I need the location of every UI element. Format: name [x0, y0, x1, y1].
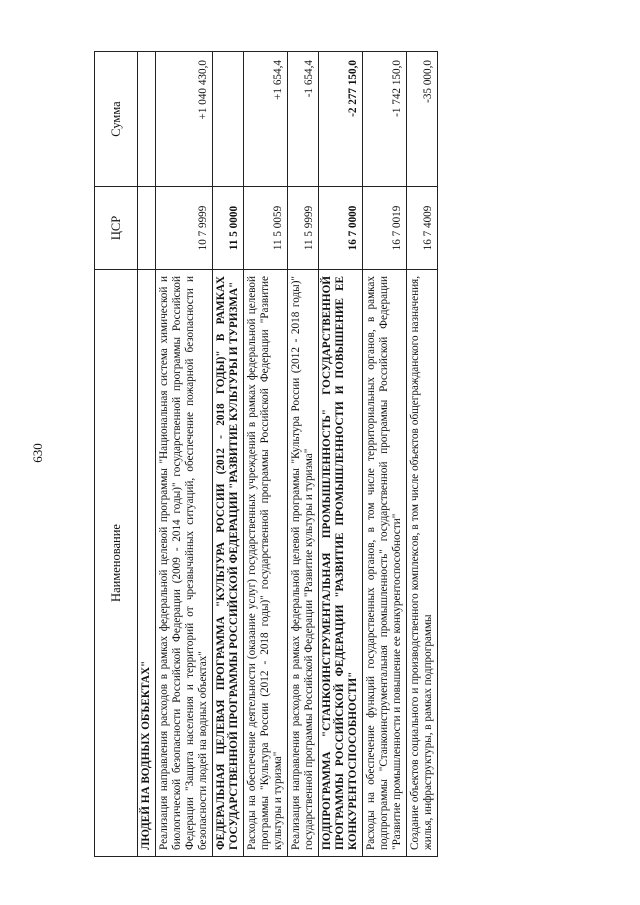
table-row: [243, 52, 287, 857]
table-row: [212, 52, 243, 857]
row-code: 11 5 0059: [243, 187, 287, 270]
row-name: Создание объектов социального и производственного комплексов, в том числе объектов общегражданского назначения, жилья, инфраструктуры, в рамках подпрограммы: [406, 270, 437, 857]
row-name: Реализация направления расходов в рамках федеральной целевой программы "Культура России (2012 - 2018 годы)" государственной программы Российской Федерации "Развитие культуры и туризма": [287, 270, 318, 857]
row-code: 10 7 9999: [155, 187, 212, 270]
row-name: ФЕДЕРАЛЬНАЯ ЦЕЛЕВАЯ ПРОГРАММА "КУЛЬТУРА РОССИИ (2012 - 2018 ГОДЫ)" В РАМКАХ ГОСУДАРСТВЕННОЙ ПРОГРАММЫ РОССИЙСКОЙ ФЕДЕРАЦИИ "РАЗВИТИЕ КУЛЬТУРЫ И ТУРИЗМА": [212, 270, 243, 857]
table-header-row: [95, 52, 138, 857]
row-sum: -1 742 150,0: [362, 52, 406, 187]
row-code: 16 7 0000: [318, 187, 362, 270]
row-code: 11 5 9999: [287, 187, 318, 270]
row-code: 11 5 0000: [212, 187, 243, 270]
table-row: [155, 52, 212, 857]
row-name: Расходы на обеспечение деятельности (оказание услуг) государственных учреждений в рамках федеральной целевой программы "Культура России (2012 - 2018 годы)" государственной программы Российской Федерации "Развитие культуры и туризма": [243, 270, 287, 857]
table-row: [318, 52, 362, 857]
table-row: [362, 52, 406, 857]
row-sum: +1 040 430,0: [155, 52, 212, 187]
table-row: [138, 52, 156, 857]
row-code: 16 7 0019: [362, 187, 406, 270]
row-sum: [212, 52, 243, 187]
table-row: [287, 52, 318, 857]
row-name: Реализация направления расходов в рамках федеральной целевой программы "Национальная система химической и биологической безопасности Российской Федерации (2009 - 2014 годы)" государственной программы Российской Федерации "Защита населения и территорий от чрезвычайных ситуаций, обеспечение пожарной безопасности и безопасности людей на водных объектах": [155, 270, 212, 857]
page-number-wrap: [0, 427, 76, 479]
row-sum: -2 277 150,0: [318, 52, 362, 187]
row-name: Расходы на обеспечение функций государственных органов, в том числе территориальных органов, в рамках подпрограммы "Станкоинструментальная промышленность" государственной программы Российской Федерации "Развитие промышленности и повышение ее конкурентоспособности": [362, 270, 406, 857]
page-number: 630: [30, 443, 45, 463]
header-code: ЦСР: [95, 187, 138, 270]
row-sum: -1 654,4: [287, 52, 318, 187]
budget-table: [94, 51, 438, 857]
header-name: Наименование: [95, 270, 138, 857]
row-sum: [138, 52, 156, 187]
header-sum: Сумма: [95, 52, 138, 187]
budget-table-rotated: [94, 52, 606, 857]
row-code: 16 7 4009: [406, 187, 437, 270]
row-sum: -35 000,0: [406, 52, 437, 187]
row-name: ЛЮДЕЙ НА ВОДНЫХ ОБЪЕКТАХ": [138, 270, 156, 857]
table-row: [406, 52, 437, 857]
row-name: ПОДПРОГРАММА "СТАНКОИНСТРУМЕНТАЛЬНАЯ ПРОМЫШЛЕННОСТЬ" ГОСУДАРСТВЕННОЙ ПРОГРАММЫ РОССИЙСКОЙ ФЕДЕРАЦИИ "РАЗВИТИЕ ПРОМЫШЛЕННОСТИ И ПОВЫШЕНИЕ ЕЕ КОНКУРЕНТОСПОСОБНОСТИ": [318, 270, 362, 857]
row-sum: +1 654,4: [243, 52, 287, 187]
row-code: [138, 187, 156, 270]
